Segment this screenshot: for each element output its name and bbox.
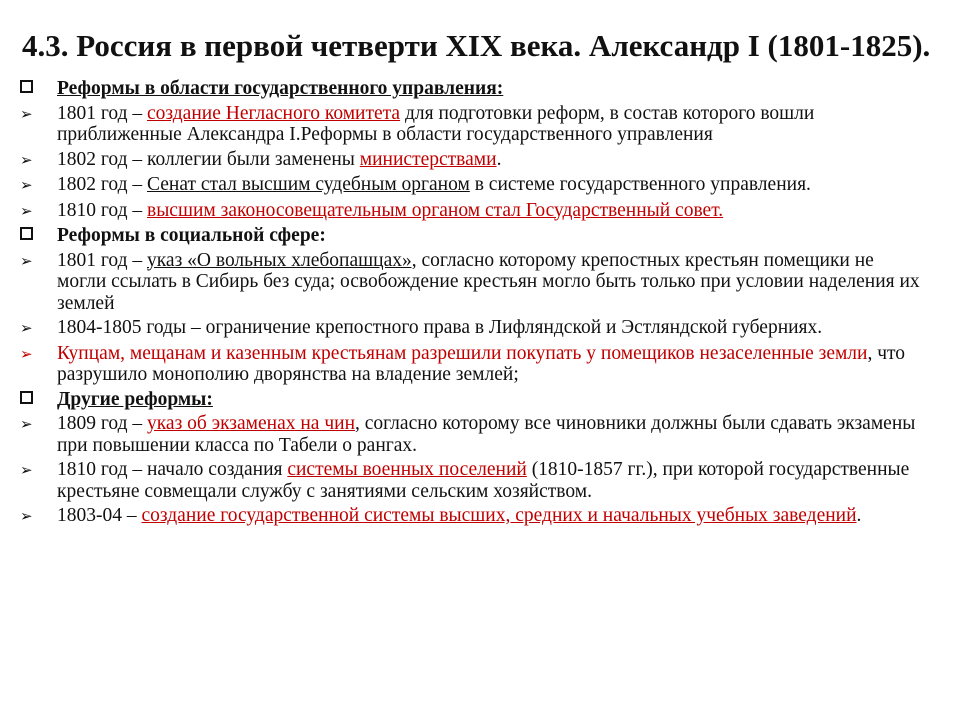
item-highlight: министерствами [359,148,497,170]
section-title: Реформы в области государственного управления: [57,78,504,99]
arrow-bullet-icon: ➢ [20,176,33,194]
slide-title: 4.3. Россия в первой четверти XIX века. Александр I (1801-1825). [22,28,931,63]
checkbox-icon [20,389,57,404]
list-item [20,174,920,197]
item-lead: 1804-1805 годы – ограничение крепостного права в Лифляндской и Эстляндской губерниях. [57,317,823,338]
section-heading-government [20,78,920,100]
item-lead: 1810 год – [57,199,147,221]
item-highlight: высшим законосовещательным органом стал Государственный совет. [147,199,724,221]
list-item [20,413,920,456]
item-highlight: Сенат стал высшим судебным органом [147,174,470,195]
list-item [20,459,920,502]
item-rest: , что разрушило монополию дворянства на владение землей; [57,342,906,385]
item-rest: согласно которому крепостных крестьян помещики не могли ссылать в Сибирь без суда; освобождение крестьян могло быть только при условии наделения их землей [57,249,920,314]
list-item [20,149,920,172]
list-item [20,103,920,146]
list-item [20,200,920,223]
item-lead: 1810 год – начало создания [57,459,288,480]
item-highlight: указ об экзаменах на чин [147,413,356,434]
arrow-bullet-icon: ➢ [20,507,33,525]
item-rest: . [856,505,862,526]
item-rest: (1810-1857 гг.), при которой государственные крестьяне совмещали службу с занятиями сельским хозяйством. [57,459,910,502]
item-highlight: создание Негласного комитета [147,102,401,124]
arrow-bullet-icon: ➢ [20,150,33,169]
item-rest: , согласно которому все чиновники должны были сдавать экзамены при повышении класса по Табели о рангах. [57,413,916,456]
item-lead: 1802 год – [57,174,147,195]
section-heading-other [20,389,920,411]
item-rest: в системе государственного управления. [469,174,811,195]
list-item [20,343,920,386]
arrow-bullet-icon: ➢ [20,461,33,479]
arrow-bullet-icon: ➢ [20,104,33,123]
section-heading-social [20,225,920,247]
item-highlight: указ «О вольных хлебопашцах», [147,249,417,271]
section-title: Реформы в социальной сфере: [57,225,326,246]
item-highlight: Купцам, мещанам и казенным крестьянам разрешили покупать у помещиков незаселенные земли [57,342,868,364]
arrow-bullet-icon: ➢ [20,415,33,433]
item-rest: . [496,148,502,170]
section-title: Другие реформы: [57,388,213,410]
list-item [20,317,920,340]
list-item [20,505,920,528]
item-lead: 1803-04 – [57,505,142,526]
item-lead: 1802 год – коллегии были заменены [57,148,360,170]
item-highlight: системы военных поселений [287,459,527,480]
item-highlight: создание государственной системы высших, средних и начальных учебных заведений [141,505,857,526]
slide-content [20,78,920,528]
arrow-bullet-icon: ➢ [20,319,33,337]
arrow-bullet-icon: ➢ [20,201,33,220]
item-lead: 1801 год – [57,102,147,124]
checkbox-icon [20,225,57,240]
item-lead: 1809 год – [57,413,147,434]
list-item [20,250,920,315]
item-lead: 1801 год – [57,249,147,271]
arrow-bullet-icon: ➢ [20,344,33,363]
item-rest: для подготовки реформ, в состав которого вошли приближенные Александра I.Реформы в области государственного управления [57,102,815,145]
checkbox-icon [20,78,57,93]
arrow-bullet-icon: ➢ [20,251,33,270]
